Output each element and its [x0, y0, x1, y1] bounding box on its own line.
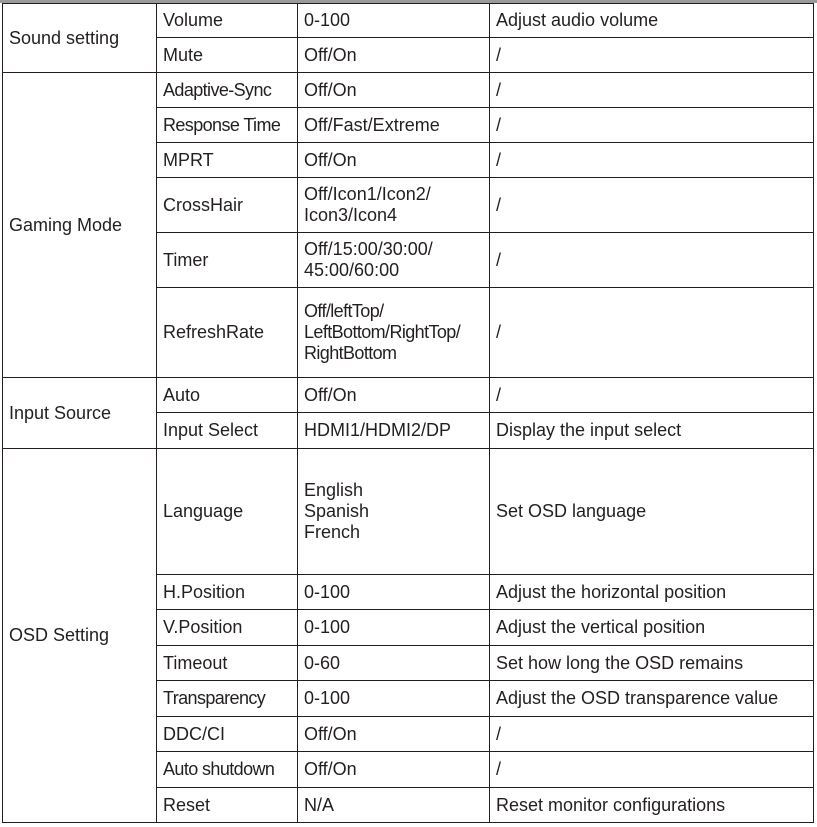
item-cell: Auto — [157, 378, 298, 413]
option-line: LeftBottom/RightTop/ — [304, 322, 461, 342]
option-line: Off/15:00/30:00/ — [304, 239, 433, 259]
category-cell: Sound setting — [3, 4, 157, 73]
options-cell — [298, 4, 490, 38]
item-cell: H.Position — [157, 575, 298, 610]
options-cell — [298, 73, 490, 108]
description-cell: / — [490, 38, 814, 73]
options-cell — [298, 288, 490, 378]
option-line: Off/On — [304, 384, 357, 405]
option-line: RightBottom — [304, 343, 397, 363]
option-line: 0-60 — [304, 652, 341, 673]
item-cell: Transparency — [157, 681, 298, 717]
table-row — [3, 4, 814, 38]
description-cell: Display the input select — [490, 413, 814, 449]
item-cell: Mute — [157, 38, 298, 73]
description-cell: / — [490, 143, 814, 178]
item-cell: Reset — [157, 788, 298, 823]
description-cell: Adjust the horizontal position — [490, 575, 814, 610]
osd-table-body — [3, 4, 814, 823]
description-cell: Set OSD language — [490, 449, 814, 575]
description-cell: Set how long the OSD remains — [490, 646, 814, 681]
item-cell: Language — [157, 449, 298, 575]
options-cell — [298, 449, 490, 575]
option-line: Off/On — [304, 44, 357, 65]
options-cell — [298, 575, 490, 610]
option-line: Off/Fast/Extreme — [304, 114, 440, 135]
option-line: Off/Icon1/Icon2/ — [304, 184, 431, 204]
item-cell: Timeout — [157, 646, 298, 681]
option-line: English — [304, 480, 364, 500]
option-line: Off/On — [304, 759, 357, 779]
description-cell: / — [490, 73, 814, 108]
option-line: HDMI1/HDMI2/DP — [304, 420, 452, 440]
description-cell: / — [490, 717, 814, 752]
option-line: 0-100 — [304, 10, 351, 30]
table-row — [3, 73, 814, 108]
options-cell — [298, 143, 490, 178]
option-line: Icon3/Icon4 — [304, 205, 398, 225]
option-line: 0-100 — [304, 617, 351, 637]
category-cell: OSD Setting — [3, 449, 157, 823]
option-line: Off/On — [304, 79, 357, 100]
options-cell — [298, 38, 490, 73]
options-cell — [298, 752, 490, 788]
options-cell — [298, 108, 490, 143]
item-cell: DDC/CI — [157, 717, 298, 752]
option-line: French — [304, 522, 361, 542]
option-line: N/A — [304, 794, 335, 815]
options-cell — [298, 378, 490, 413]
options-cell — [298, 233, 490, 288]
options-cell — [298, 788, 490, 823]
description-cell: Adjust audio volume — [490, 4, 814, 38]
item-cell: Timer — [157, 233, 298, 288]
item-cell: Response Time — [157, 108, 298, 143]
item-cell: Input Select — [157, 413, 298, 449]
item-cell: V.Position — [157, 610, 298, 646]
item-cell: Auto shutdown — [157, 752, 298, 788]
option-line: Off/leftTop/ — [304, 301, 384, 321]
options-cell — [298, 646, 490, 681]
options-cell — [298, 681, 490, 717]
option-line: Off/On — [304, 149, 357, 170]
item-cell: MPRT — [157, 143, 298, 178]
table-row — [3, 449, 814, 575]
item-cell: Volume — [157, 4, 298, 38]
option-line: Off/On — [304, 723, 357, 744]
osd-settings-table — [2, 3, 814, 823]
description-cell: / — [490, 108, 814, 143]
category-cell: Input Source — [3, 378, 157, 449]
item-cell: Adaptive-Sync — [157, 73, 298, 108]
description-cell: Adjust the vertical position — [490, 610, 814, 646]
description-cell: / — [490, 233, 814, 288]
description-cell: Reset monitor configurations — [490, 788, 814, 823]
description-cell: Adjust the OSD transparence value — [490, 681, 814, 717]
option-line: 45:00/60:00 — [304, 260, 400, 280]
item-cell: CrossHair — [157, 178, 298, 233]
description-cell: / — [490, 378, 814, 413]
table-row — [3, 378, 814, 413]
options-cell — [298, 413, 490, 449]
item-cell: RefreshRate — [157, 288, 298, 378]
description-cell: / — [490, 178, 814, 233]
options-cell — [298, 717, 490, 752]
options-cell — [298, 610, 490, 646]
option-line: 0-100 — [304, 688, 351, 708]
description-cell: / — [490, 752, 814, 788]
option-line: 0-100 — [304, 581, 351, 602]
description-cell: / — [490, 288, 814, 378]
options-cell — [298, 178, 490, 233]
category-cell: Gaming Mode — [3, 73, 157, 378]
option-line: Spanish — [304, 501, 370, 521]
